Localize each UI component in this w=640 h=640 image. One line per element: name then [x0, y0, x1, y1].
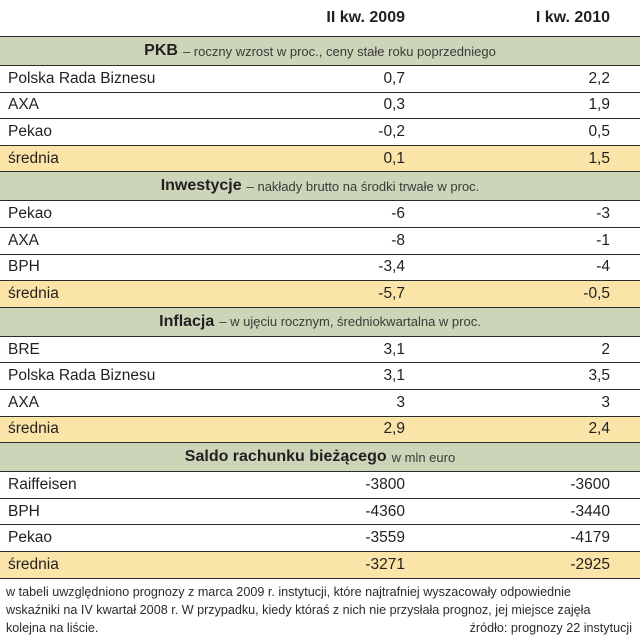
- value-2009: -5,7: [378, 284, 405, 302]
- value-2009: 2,9: [383, 420, 405, 438]
- value-2010: 2,4: [588, 420, 610, 438]
- value-2010: 1,5: [588, 149, 610, 167]
- table-row: [0, 390, 640, 417]
- value-2010: -1: [596, 231, 610, 249]
- section-title: Saldo rachunku bieżącego: [184, 448, 387, 466]
- section-subtitle: – roczny wzrost w proc., ceny stałe roku poprzedniego: [182, 43, 496, 59]
- row-label: BPH: [8, 258, 40, 276]
- section-header: [0, 308, 640, 337]
- value-2010: 1,9: [588, 96, 610, 114]
- value-2009: 0,7: [383, 69, 405, 87]
- section-subtitle: – nakłady brutto na środki trwałe w proc.: [246, 178, 480, 194]
- value-2009: -3,4: [378, 258, 405, 276]
- value-2010: 2: [601, 340, 610, 358]
- value-2010: 3,5: [588, 367, 610, 385]
- section-title: Inflacja: [159, 312, 215, 330]
- value-2010: -3440: [570, 502, 610, 520]
- value-2009: -3271: [365, 555, 405, 573]
- row-label: Polska Rada Biznesu: [8, 367, 156, 385]
- average-row: [0, 552, 640, 579]
- section-title: Inwestycje: [160, 177, 242, 195]
- row-label: średnia: [8, 284, 59, 302]
- source-note: źródło: prognozy 22 instytucji: [469, 620, 632, 635]
- section-header: [0, 37, 640, 66]
- section-header: [0, 172, 640, 201]
- table-row: [0, 525, 640, 552]
- section-header: [0, 443, 640, 472]
- table-row: [0, 363, 640, 390]
- value-2010: -0,5: [583, 284, 610, 302]
- average-row: [0, 281, 640, 308]
- value-2009: -8: [391, 231, 405, 249]
- row-label: średnia: [8, 555, 59, 573]
- row-label: Raiffeisen: [8, 475, 77, 493]
- average-row: [0, 417, 640, 444]
- table-row: [0, 66, 640, 93]
- value-2010: 2,2: [588, 69, 610, 87]
- value-2010: -4179: [570, 529, 610, 547]
- row-label: Polska Rada Biznesu: [8, 69, 156, 87]
- value-2009: 3: [396, 393, 405, 411]
- value-2010: -3600: [570, 475, 610, 493]
- value-2009: 0,1: [383, 149, 405, 167]
- row-label: średnia: [8, 420, 59, 438]
- value-2009: -4360: [365, 502, 405, 520]
- section-subtitle: w mln euro: [391, 449, 456, 465]
- value-2010: 0,5: [588, 122, 610, 140]
- table-row: [0, 337, 640, 364]
- footer: [0, 579, 640, 637]
- table-row: [0, 119, 640, 146]
- row-label: Pekao: [8, 205, 52, 223]
- value-2009: -0,2: [378, 122, 405, 140]
- value-2010: -3: [596, 205, 610, 223]
- footnote: w tabeli uwzględniono prognozy z marca 2009 r. instytucji, które najtrafniej wyszacowały odpowiednie wskaźniki na IV kwartał 2008 r. W przypadku, kiedy któraś z nich nie przysłała prognoz, jej miejsce zajęła kolejna na liście.: [6, 584, 591, 635]
- table-row: [0, 255, 640, 282]
- row-label: BRE: [8, 340, 40, 358]
- row-label: średnia: [8, 149, 59, 167]
- value-2009: 0,3: [383, 96, 405, 114]
- row-label: AXA: [8, 96, 40, 114]
- value-2009: -6: [391, 205, 405, 223]
- row-label: BPH: [8, 502, 40, 520]
- header-col-2009: II kw. 2009: [326, 9, 405, 26]
- row-label: AXA: [8, 231, 40, 249]
- value-2010: -4: [596, 258, 610, 276]
- table-header: [0, 0, 640, 37]
- section-title: PKB: [144, 42, 178, 59]
- value-2009: -3559: [365, 529, 405, 547]
- table-row: [0, 201, 640, 228]
- table-row: [0, 472, 640, 499]
- value-2010: 3: [601, 393, 610, 411]
- table-body: [0, 37, 640, 579]
- section-subtitle: – w ujęciu rocznym, średniokwartalna w proc.: [219, 314, 481, 330]
- table-row: [0, 93, 640, 120]
- value-2010: -2925: [570, 555, 610, 573]
- row-label: Pekao: [8, 529, 52, 547]
- value-2009: 3,1: [383, 340, 405, 358]
- header-col-2010: I kw. 2010: [535, 9, 610, 26]
- row-label: Pekao: [8, 122, 52, 140]
- table-row: [0, 499, 640, 526]
- table-row: [0, 228, 640, 255]
- value-2009: -3800: [365, 475, 405, 493]
- row-label: AXA: [8, 393, 40, 411]
- average-row: [0, 146, 640, 173]
- value-2009: 3,1: [383, 367, 405, 385]
